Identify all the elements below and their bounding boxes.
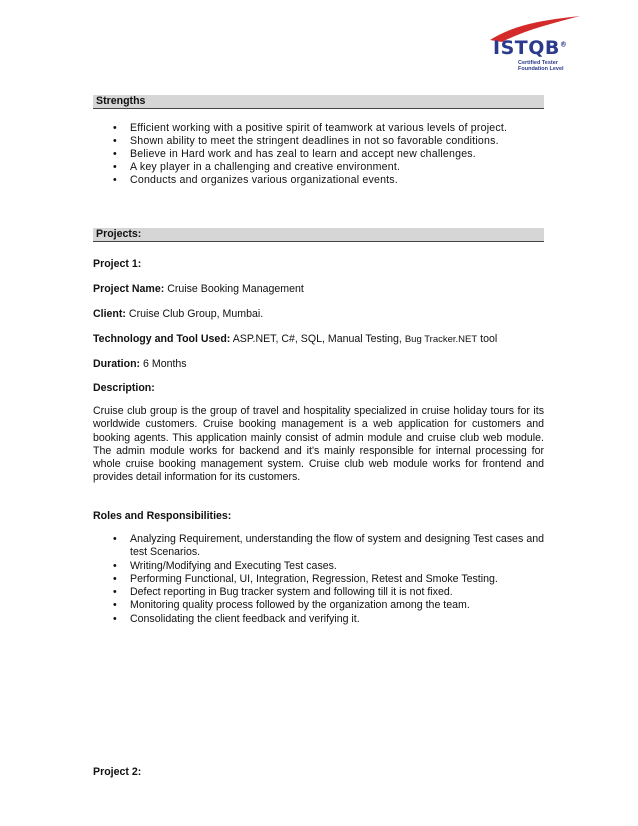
strengths-list — [130, 122, 544, 187]
technology-value: ASP.NET, C#, SQL, Manual Testing, — [232, 333, 402, 345]
description-text: Cruise club group is the group of travel and hospitality specialized in cruise holiday tours for its worldwide customers. Cruise booking management is a web application for customers and booking agents. This application mainly consist of admin module and cruise club web module. The admin module works for backend and it's mainly responsible for internal processing for whole cruise booking management system. Cruise club web module works for frontend and provides detail information for its customers. — [93, 405, 544, 484]
bug-tracker-tool: Bug Tracker.NET — [404, 334, 478, 345]
client-line — [93, 308, 544, 321]
client-label: Client: — [93, 308, 126, 320]
description-label: Description: — [93, 382, 155, 394]
list-item: • Defect reporting in Bug tracker system and following till it is not fixed. — [130, 586, 544, 599]
strengths-heading: Strengths — [96, 95, 146, 107]
duration-label: Duration: — [93, 358, 141, 370]
project-name-value: Cruise Booking Management — [167, 283, 304, 295]
list-item: • Believe in Hard work and has zeal to learn and accept new challenges. — [130, 148, 544, 161]
list-item: • Conducts and organizes various organizational events. — [130, 174, 544, 187]
client-value: Cruise Club Group, Mumbai. — [128, 308, 264, 320]
strengths-heading-bar — [93, 95, 544, 109]
roles-list — [130, 533, 544, 626]
project-name-line — [93, 283, 544, 296]
project-name-label: Project Name: — [93, 283, 165, 295]
list-item: • Performing Functional, UI, Integration, Regression, Retest and Smoke Testing. — [130, 573, 544, 586]
list-item: • Shown ability to meet the stringent deadlines in not so favorable conditions. — [130, 135, 544, 148]
list-item: • Consolidating the client feedback and verifying it. — [130, 613, 544, 626]
list-item: • Writing/Modifying and Executing Test cases. — [130, 560, 544, 573]
logo-subtitle: Certified Tester Foundation Level — [518, 60, 564, 72]
project-1-title: Project 1: — [93, 258, 142, 270]
list-item: • Efficient working with a positive spirit of teamwork at various levels of project. — [130, 122, 544, 135]
technology-line — [93, 333, 544, 346]
istqb-logo — [470, 14, 595, 76]
duration-value: 6 Months — [143, 358, 187, 370]
list-item: • Analyzing Requirement, understanding the flow of system and designing Test cases and test Scenarios. — [130, 533, 544, 560]
technology-label: Technology and Tool Used: — [93, 333, 231, 345]
list-item: • Monitoring quality process followed by the organization among the team. — [130, 599, 544, 612]
list-item: • A key player in a challenging and creative environment. — [130, 161, 544, 174]
projects-heading-bar — [93, 228, 544, 242]
projects-heading: Projects: — [96, 228, 142, 240]
roles-label: Roles and Responsibilities: — [93, 510, 232, 522]
technology-tail: tool — [480, 333, 498, 345]
project-2-title: Project 2: — [93, 766, 142, 778]
logo-wordmark: ISTQB® — [493, 37, 568, 59]
duration-line — [93, 358, 544, 371]
